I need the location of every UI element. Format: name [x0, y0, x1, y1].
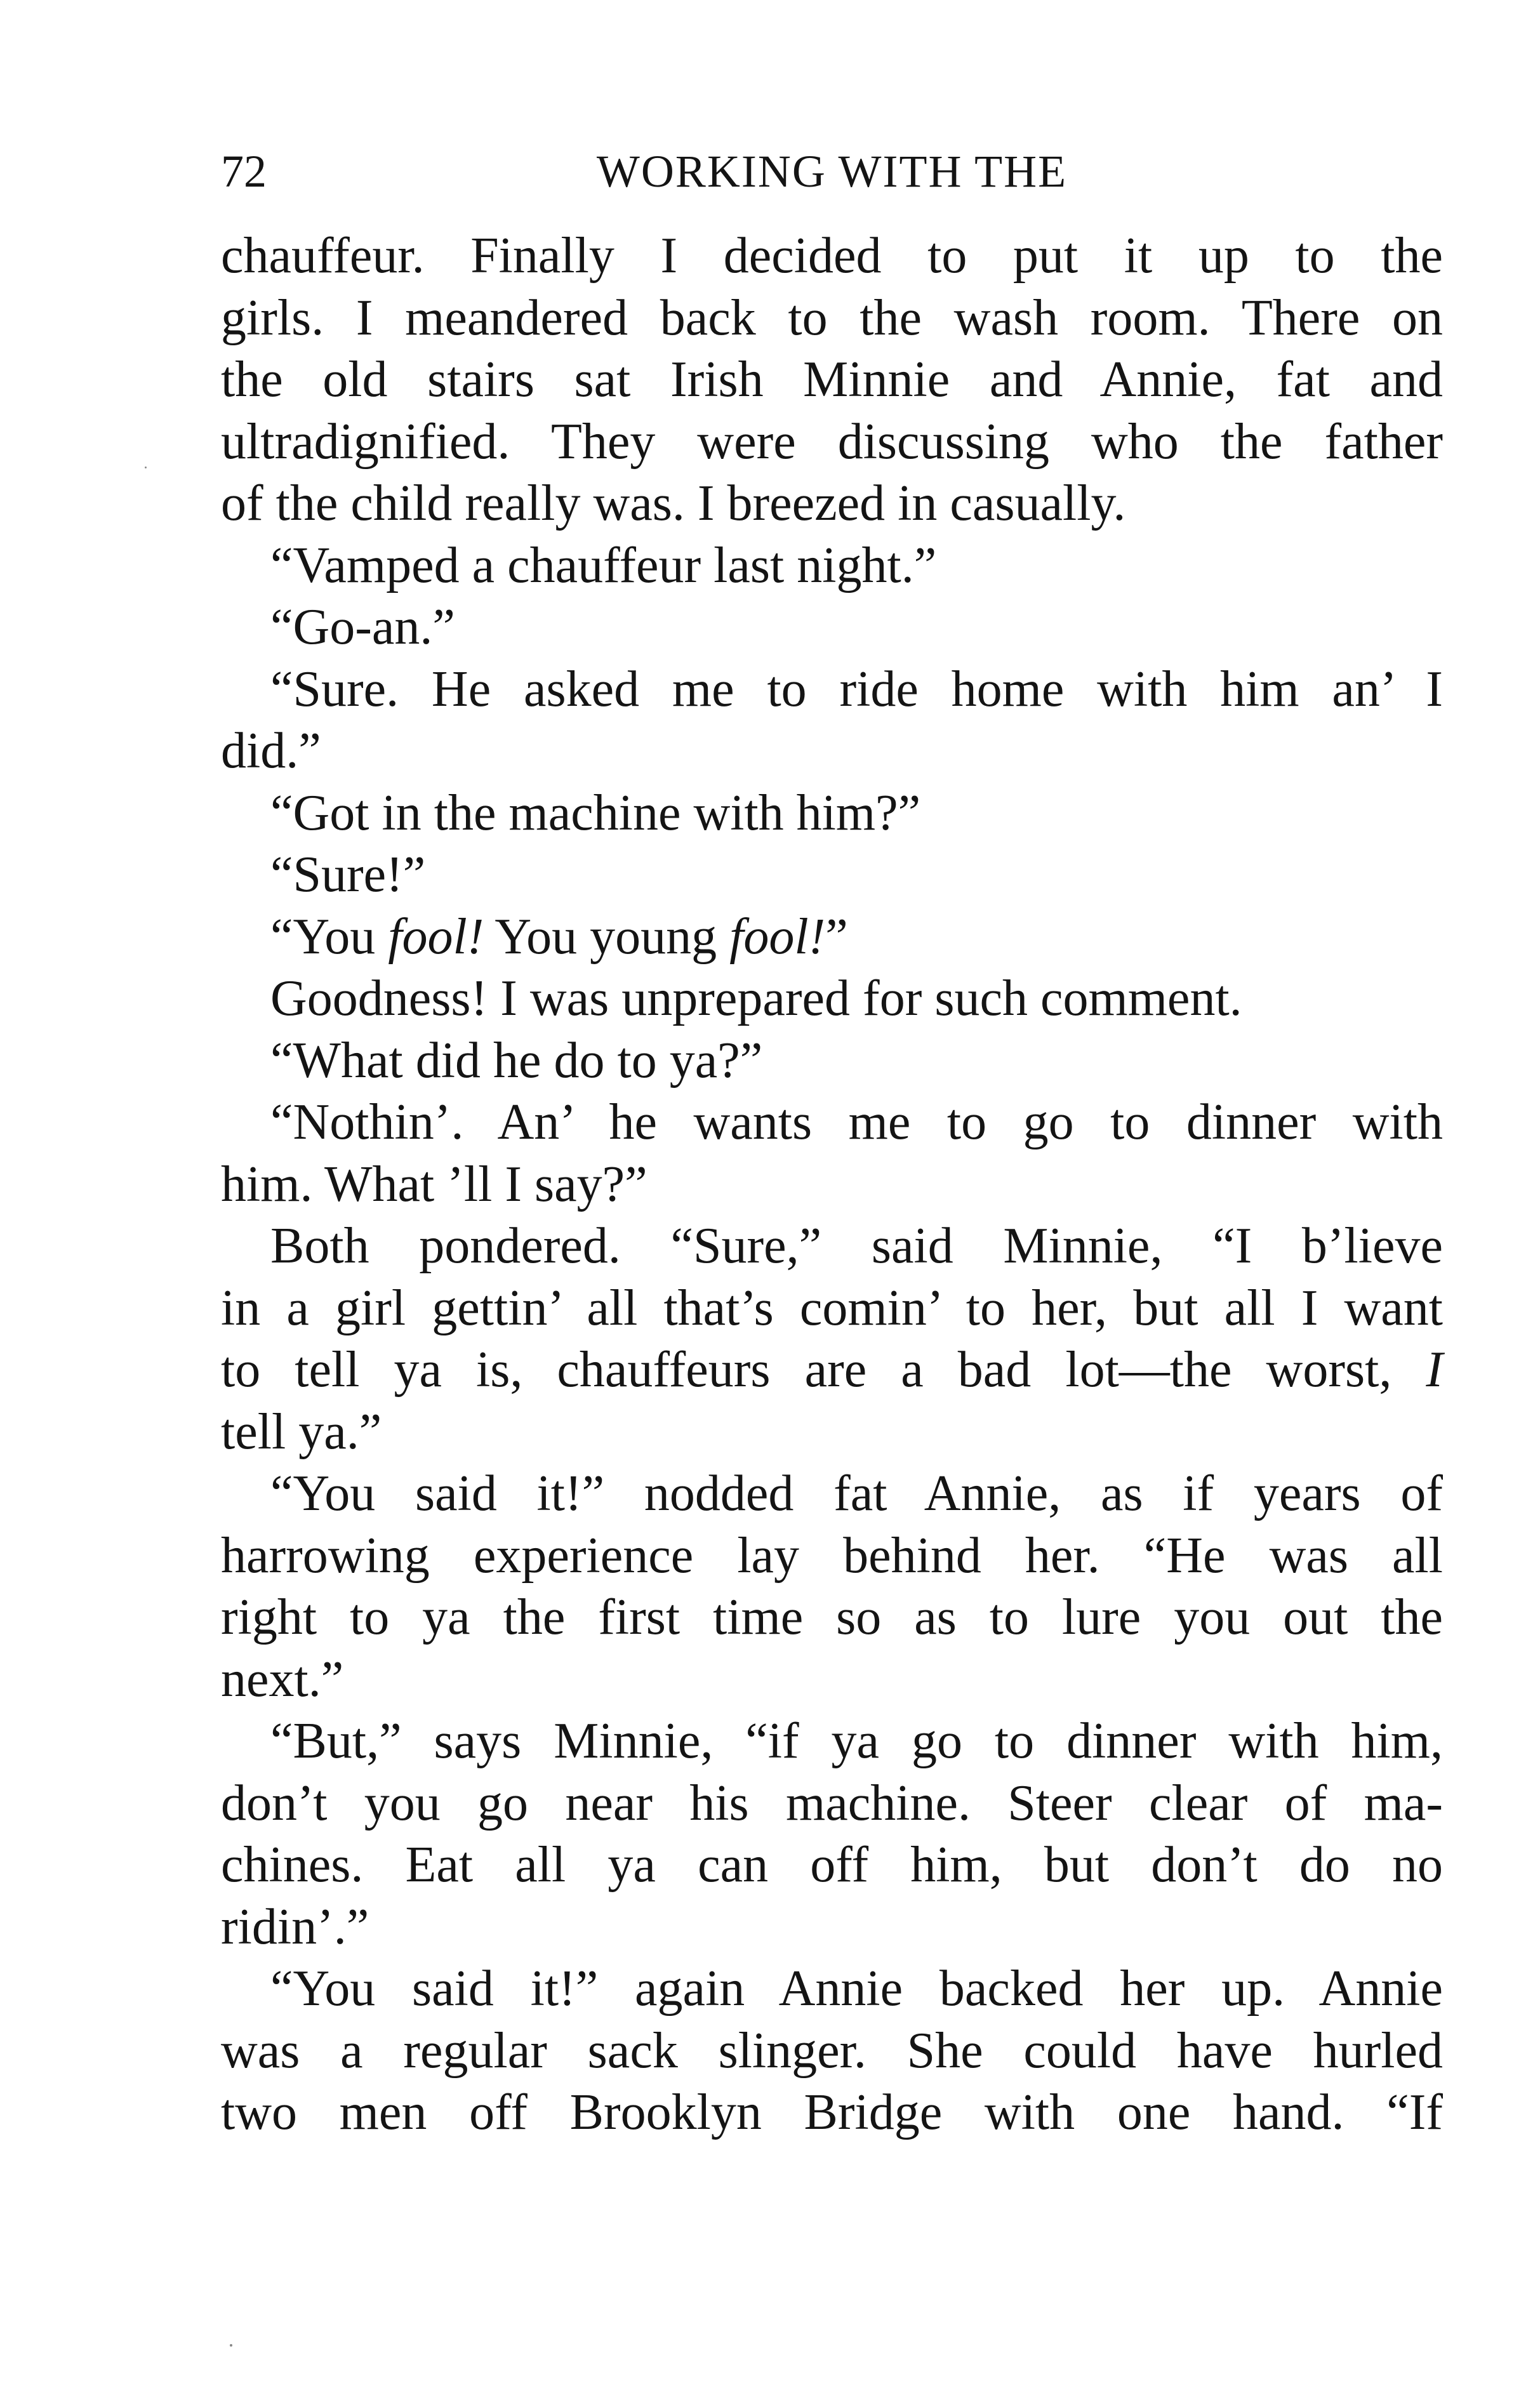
text-run: girls. I meandered back to the wash room. There on: [221, 289, 1443, 346]
text-run: “Sure!”: [270, 847, 426, 903]
text-run: of the child really was. I breezed in casually.: [221, 475, 1126, 531]
text-run: Goodness! I was unprepared for such comment.: [270, 971, 1242, 1026]
text-line: [221, 1711, 1443, 1773]
text-run: tell ya.”: [221, 1403, 382, 1460]
paper-speck: [145, 467, 147, 468]
text-line: [221, 1216, 1443, 1278]
text-line: [221, 411, 1443, 474]
text-line: [221, 597, 1443, 659]
text-run: ultradignified. They were discussing who the father: [221, 413, 1443, 470]
text-line: [221, 968, 1443, 1030]
text-line: [221, 1649, 1443, 1711]
text-line: [221, 2020, 1443, 2083]
text-line: [221, 1525, 1443, 1587]
text-run: don’t you go near his machine. Steer clear of ma-: [221, 1775, 1443, 1831]
text-line: [221, 1587, 1443, 1649]
text-run: chauffeur. Finally I decided to put it up to the: [221, 228, 1443, 284]
text-run: “You said it!” nodded fat Annie, as if years of: [270, 1466, 1443, 1521]
italic-text: fool!: [388, 908, 484, 965]
text-run: Both pondered. “Sure,” said Minnie, “I b’lieve: [270, 1218, 1443, 1274]
text-line: [221, 2082, 1443, 2144]
italic-text: fool!: [729, 908, 826, 965]
text-run: right to ya the first time so as to lure you out the: [221, 1589, 1443, 1645]
text-run: “Vamped a chauffeur last night.”: [270, 537, 937, 593]
text-line: [221, 1030, 1443, 1092]
text-line: [221, 1401, 1443, 1464]
text-run: ”: [825, 908, 848, 965]
text-run: next.”: [221, 1651, 344, 1707]
text-run: two men off Brooklyn Bridge with one hand. “If: [221, 2084, 1443, 2140]
text-run: “Go-an.”: [270, 599, 455, 655]
page-number: 72: [221, 146, 267, 197]
body-text: [221, 225, 1443, 2144]
text-line: [221, 783, 1443, 845]
text-run: “But,” says Minnie, “if ya go to dinner with him,: [270, 1713, 1443, 1769]
text-run: to tell ya is, chauffeurs are a bad lot—the worst,: [221, 1342, 1426, 1398]
text-line: [221, 720, 1443, 783]
running-head: [221, 133, 1443, 209]
text-run: “Got in the machine with him?”: [270, 785, 921, 841]
text-line: [221, 1897, 1443, 1959]
text-line: [221, 1092, 1443, 1154]
text-line: [221, 1958, 1443, 2020]
text-run: “Nothin’. An’ he wants me to go to dinner with: [270, 1094, 1443, 1150]
text-run: was a regular sack slinger. She could have hurled: [221, 2022, 1443, 2079]
text-line: [221, 1154, 1443, 1216]
text-run: him. What ’ll I say?”: [221, 1156, 647, 1212]
text-line: [221, 535, 1443, 597]
text-run: in a girl gettin’ all that’s comin’ to her, but all I want: [221, 1280, 1443, 1336]
text-run: You young: [484, 908, 730, 965]
text-run: “You: [270, 908, 388, 965]
italic-text: I: [1426, 1342, 1443, 1398]
text-line: [221, 1773, 1443, 1835]
text-line: [221, 1834, 1443, 1897]
text-run: ridin’.”: [221, 1898, 369, 1955]
paper-speck: [230, 2344, 232, 2347]
text-line: [221, 1339, 1443, 1401]
text-run: the old stairs sat Irish Minnie and Annie, fat and: [221, 352, 1443, 407]
text-run: chines. Eat all ya can off him, but don’t do no: [221, 1837, 1443, 1893]
text-line: [221, 288, 1443, 350]
text-line: [221, 906, 1443, 969]
text-line: [221, 225, 1443, 288]
text-line: [221, 349, 1443, 411]
text-line: [221, 659, 1443, 721]
text-run: “You said it!” again Annie backed her up. Annie: [270, 1961, 1443, 2017]
text-run: harrowing experience lay behind her. “He was all: [221, 1527, 1443, 1584]
text-line: [221, 1463, 1443, 1525]
text-run: “What did he do to ya?”: [270, 1032, 763, 1089]
running-title: WORKING WITH THE: [596, 146, 1068, 197]
text-line: [221, 844, 1443, 906]
text-line: [221, 473, 1443, 535]
text-run: “Sure. He asked me to ride home with him an’ I: [270, 661, 1443, 717]
text-run: did.”: [221, 723, 321, 779]
text-line: [221, 1278, 1443, 1340]
